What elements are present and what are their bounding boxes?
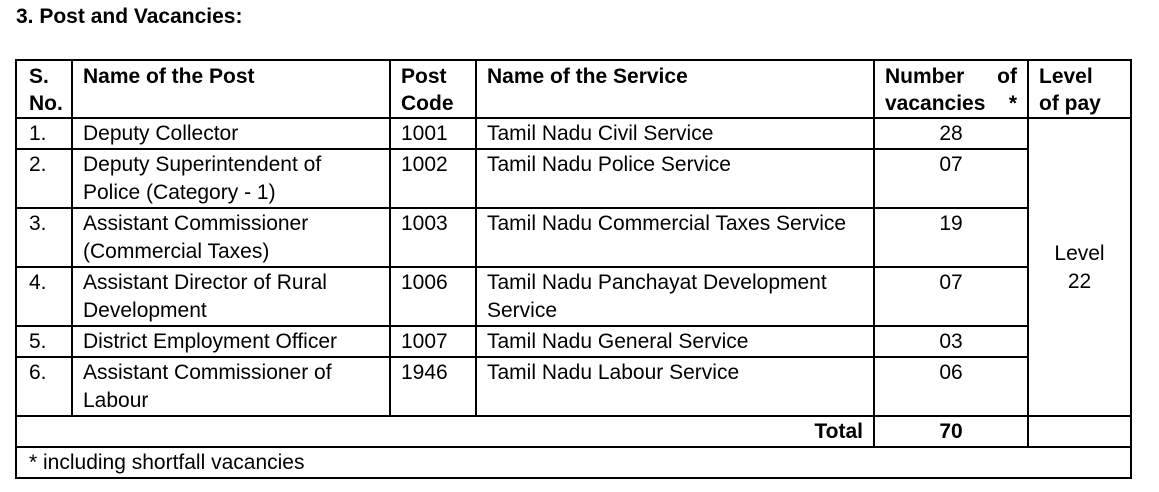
header-post-name: Name of the Post bbox=[72, 60, 390, 118]
table-row bbox=[16, 267, 1131, 326]
cell-vacancies: 07 bbox=[874, 267, 1028, 326]
level-of-pay-line2: 22 bbox=[1067, 269, 1092, 293]
cell-post-code: 1001 bbox=[390, 118, 476, 149]
footnote: * including shortfall vacancies bbox=[16, 447, 1131, 478]
total-row-empty-cell bbox=[1028, 416, 1131, 447]
header-vacancy-count bbox=[874, 60, 1028, 118]
total-value: 70 bbox=[874, 416, 1028, 447]
header-row bbox=[16, 60, 1131, 118]
cell-post-code: 1006 bbox=[390, 267, 476, 326]
header-count-line2: vacancies * bbox=[885, 92, 1017, 115]
header-code-line2: Code bbox=[401, 92, 454, 115]
total-label: Total bbox=[16, 416, 874, 447]
cell-service-name: Tamil Nadu General Service bbox=[476, 326, 874, 357]
cell-sno: 1. bbox=[16, 118, 72, 149]
table-row bbox=[16, 208, 1131, 267]
cell-post-code: 1003 bbox=[390, 208, 476, 267]
cell-vacancies: 06 bbox=[874, 357, 1028, 416]
header-sno bbox=[16, 60, 72, 118]
cell-sno: 4. bbox=[16, 267, 72, 326]
cell-post-code: 1002 bbox=[390, 149, 476, 208]
table-row bbox=[16, 118, 1131, 149]
table-row bbox=[16, 326, 1131, 357]
post-vacancies-table bbox=[15, 59, 1132, 479]
header-service-name: Name of the Service bbox=[476, 60, 874, 118]
cell-sno: 5. bbox=[16, 326, 72, 357]
cell-sno: 3. bbox=[16, 208, 72, 267]
header-count-line1: Number of bbox=[885, 65, 1017, 88]
total-row bbox=[16, 416, 1131, 447]
cell-post-code: 1946 bbox=[390, 357, 476, 416]
cell-sno: 2. bbox=[16, 149, 72, 208]
cell-service-name: Tamil Nadu Police Service bbox=[476, 149, 874, 208]
header-level-of-pay bbox=[1028, 60, 1131, 118]
cell-level-of-pay bbox=[1028, 118, 1131, 416]
cell-service-name: Tamil Nadu Commercial Taxes Service bbox=[476, 208, 874, 267]
cell-service-name: Tamil Nadu Panchayat Development Service bbox=[476, 267, 874, 326]
cell-post-name: Assistant Commissioner (Commercial Taxes) bbox=[72, 208, 390, 267]
cell-service-name: Tamil Nadu Labour Service bbox=[476, 357, 874, 416]
section-title: 3. Post and Vacancies: bbox=[16, 5, 243, 28]
header-sno-line1: S. bbox=[29, 65, 49, 88]
cell-vacancies: 28 bbox=[874, 118, 1028, 149]
cell-post-name: Assistant Director of Rural Development bbox=[72, 267, 390, 326]
cell-vacancies: 07 bbox=[874, 149, 1028, 208]
header-sno-line2: No. bbox=[29, 92, 63, 115]
table-row bbox=[16, 149, 1131, 208]
cell-post-code: 1007 bbox=[390, 326, 476, 357]
cell-vacancies: 19 bbox=[874, 208, 1028, 267]
header-post-code bbox=[390, 60, 476, 118]
table-row bbox=[16, 357, 1131, 416]
header-code-line1: Post bbox=[401, 65, 447, 88]
cell-vacancies: 03 bbox=[874, 326, 1028, 357]
cell-post-name: Deputy Collector bbox=[72, 118, 390, 149]
cell-post-name: District Employment Officer bbox=[72, 326, 390, 357]
cell-post-name: Deputy Superintendent of Police (Category - 1) bbox=[72, 149, 390, 208]
cell-sno: 6. bbox=[16, 357, 72, 416]
cell-post-name: Assistant Commissioner of Labour bbox=[72, 357, 390, 416]
footnote-row bbox=[16, 447, 1131, 478]
header-level-line2: of pay bbox=[1039, 92, 1101, 115]
header-level-line1: Level bbox=[1039, 65, 1093, 88]
level-of-pay-line1: Level bbox=[1054, 241, 1105, 265]
cell-service-name: Tamil Nadu Civil Service bbox=[476, 118, 874, 149]
